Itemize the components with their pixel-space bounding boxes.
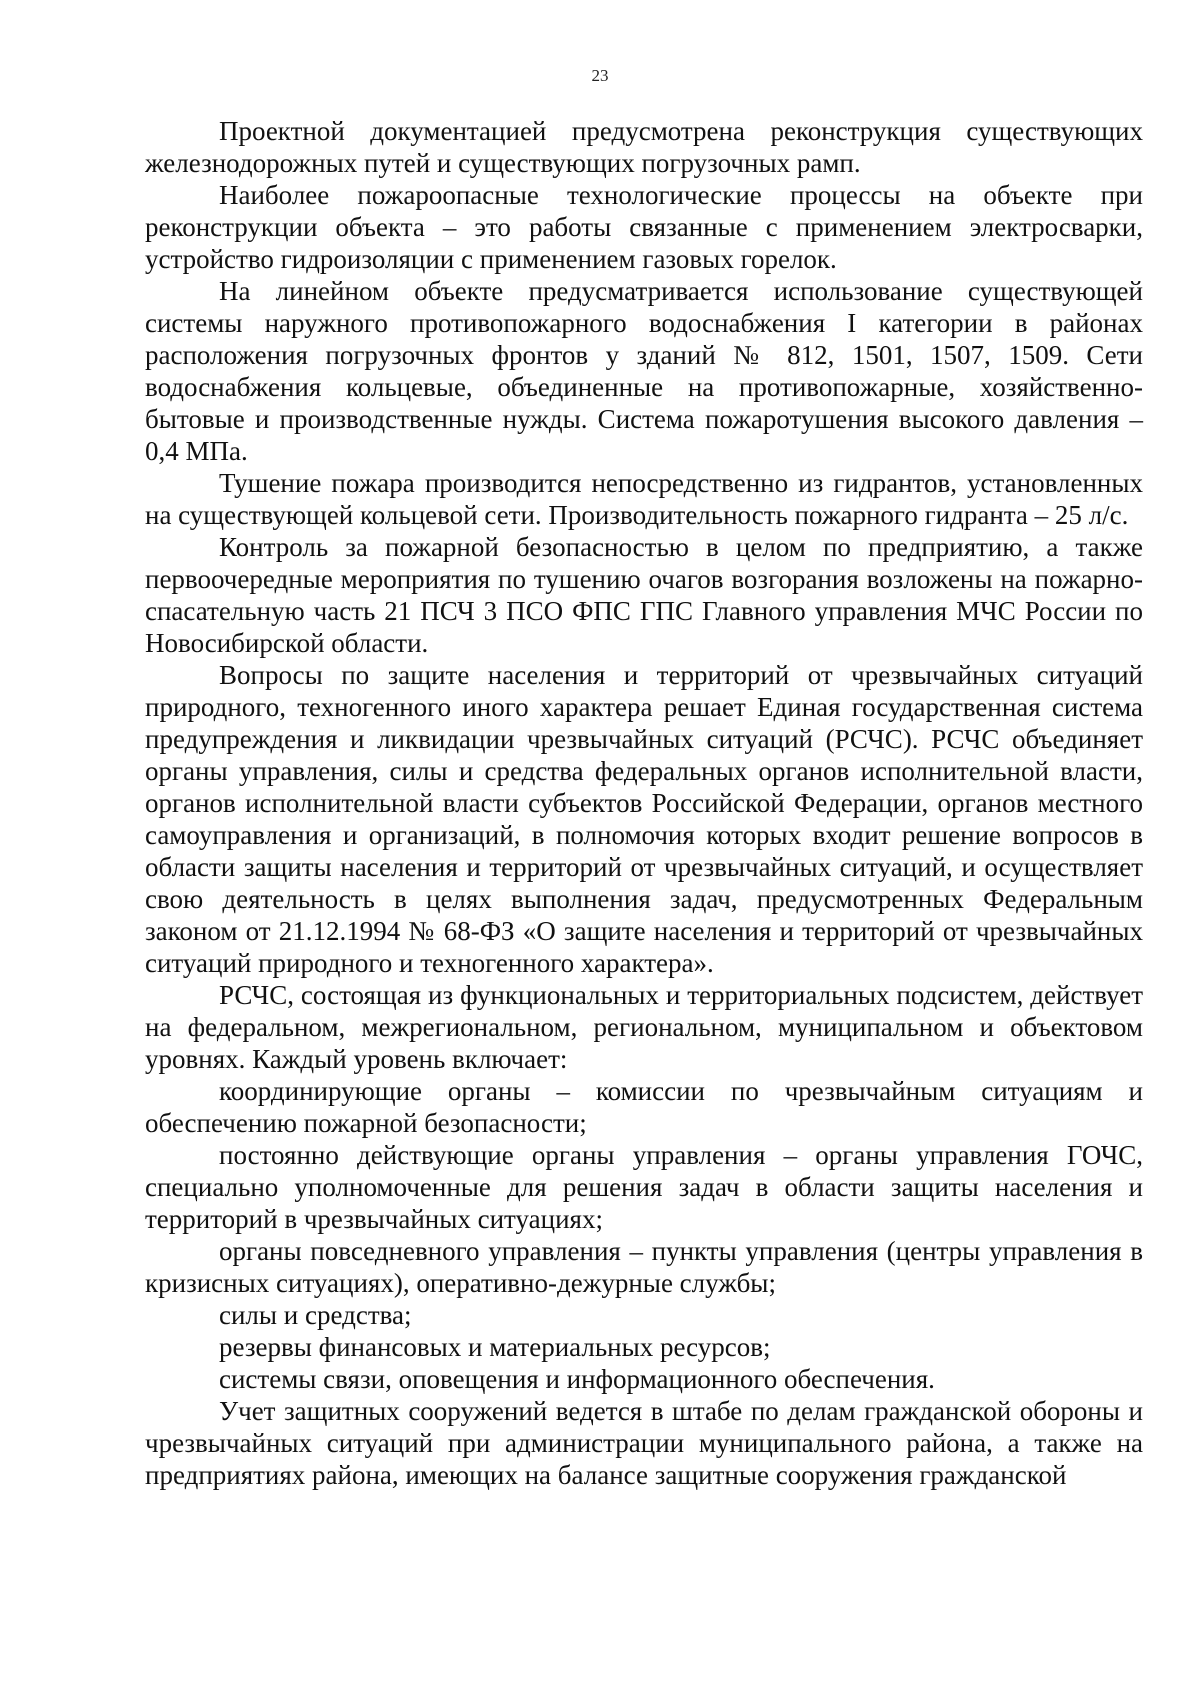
paragraph-shelters: Учет защитных сооружений ведется в штабе по делам гражданской обороны и чрезвычайных ситуаций при администрации муниципального района, а также на предприятиях района, имеющих на балансе защитные сооружения гражданской xyxy=(145,1396,1143,1490)
list-item-forces: силы и средства; xyxy=(219,1300,412,1330)
paragraph-water-supply: На линейном объекте предусматривается использование существующей системы наружного противопожарного водоснабжения I категории в районах расположения погрузочных фронтов у зданий № 812, 1501, 1507, 1509. Сети водоснабжения кольцевые, объединенные на противопожарные, хозяйственно-бытовые и производственные нужды. Система пожаротушения высокого давления – 0,4 МПа. xyxy=(145,276,1143,466)
list-item-coordinating-bodies: координирующие органы – комиссии по чрезвычайным ситуациям и обеспечению пожарной безопасности; xyxy=(145,1076,1143,1138)
list-item-daily-management: органы повседневного управления – пункты управления (центры управления в кризисных ситуациях), оперативно-дежурные службы; xyxy=(145,1236,1143,1298)
paragraph-rschs: Вопросы по защите населения и территорий от чрезвычайных ситуаций природного, техногенного иного характера решает Единая государственная система предупреждения и ликвидации чрезвычайных ситуаций (РСЧС). РСЧС объединяет органы управления, силы и средства федеральных органов исполнительной власти, органов исполнительной власти субъектов Российской Федерации, органов местного самоуправления и организаций, в полномочия которых входит решение вопросов в области защиты населения и территорий от чрезвычайных ситуаций, и осуществляет свою деятельность в целях выполнения задач, предусмотренных Федеральным законом от 21.12.1994 № 68-ФЗ «О защите населения и территорий от чрезвычайных ситуаций природного и техногенного характера». xyxy=(145,660,1143,978)
list-item-communication-systems: системы связи, оповещения и информационного обеспечения. xyxy=(219,1364,935,1394)
paragraph-rschs-levels: РСЧС, состоящая из функциональных и территориальных подсистем, действует на федеральном, межрегиональном, региональном, муниципальном и объектовом уровнях. Каждый уровень включает: xyxy=(145,980,1143,1074)
paragraph-fire-safety-control: Контроль за пожарной безопасностью в целом по предприятию, а также первоочередные мероприятия по тушению очагов возгорания возложены на пожарно-спасательную часть 21 ПСЧ 3 ПСО ФПС ГПС Главного управления МЧС России по Новосибирской области. xyxy=(145,532,1143,658)
list-item-reserves: резервы финансовых и материальных ресурсов; xyxy=(219,1332,771,1362)
page-number: 23 xyxy=(591,66,609,85)
paragraph-reconstruction: Проектной документацией предусмотрена реконструкция существующих железнодорожных путей и существующих погрузочных рамп. xyxy=(145,116,1143,178)
paragraph-fire-hazard-processes: Наиболее пожароопасные технологические процессы на объекте при реконструкции объекта – это работы связанные с применением электросварки, устройство гидроизоляции с применением газовых горелок. xyxy=(145,180,1143,274)
paragraph-fire-extinguishing: Тушение пожара производится непосредственно из гидрантов, установленных на существующей кольцевой сети. Производительность пожарного гидранта – 25 л/с. xyxy=(145,468,1143,530)
document-body xyxy=(145,115,1143,1491)
list-item-permanent-bodies: постоянно действующие органы управления – органы управления ГОЧС, специально уполномоченные для решения задач в области защиты населения и территорий в чрезвычайных ситуациях; xyxy=(145,1140,1143,1234)
